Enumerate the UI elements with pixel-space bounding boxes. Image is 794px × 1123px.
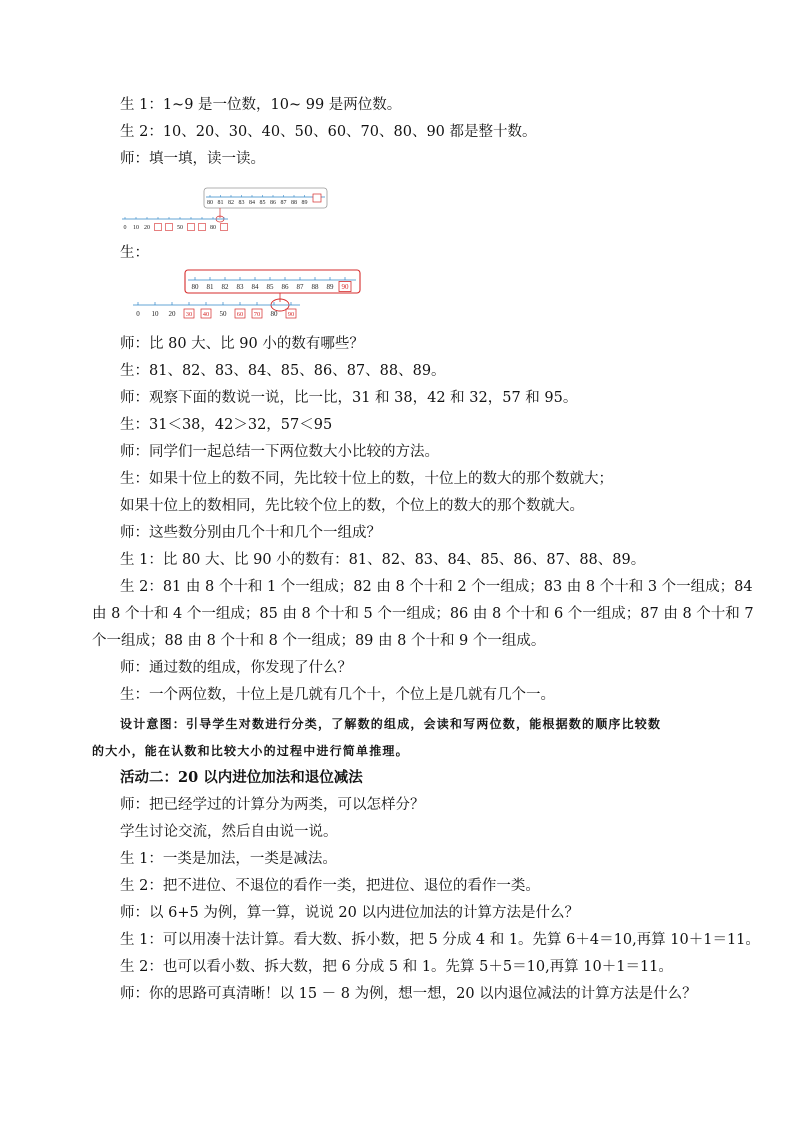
answer-label: 70: [253, 311, 261, 318]
teacher-compare-prompt: 师：观察下面的数说一说，比一比，31 和 38，42 和 32，57 和 95。: [120, 390, 578, 406]
student2-composition-line3: 个一组成；88 由 8 个十和 8 个一组成；89 由 8 个十和 9 个一组成。: [92, 633, 546, 649]
student1-make-ten-method: 生 1：可以用凑十法计算。看大数、拆小数，把 5 分成 4 和 1。先算 6＋4＝10,再算 10＋1＝11。: [120, 932, 760, 948]
answer-box[interactable]: [188, 224, 195, 231]
tick-label: 86: [281, 283, 289, 291]
tick-label: 86: [270, 200, 276, 206]
student1-digit-statement: 生 1：1~9 是一位数，10~ 99 是两位数。: [120, 97, 402, 113]
teacher-discovery-question: 师：通过数的组成，你发现了什么？: [120, 660, 352, 676]
student-answer-label: 生：: [120, 245, 149, 261]
teacher-fill-read-prompt: 师：填一填，读一读。: [120, 151, 265, 167]
teacher-question-between-80-90: 师：比 80 大、比 90 小的数有哪些？: [120, 336, 364, 352]
number-line-answer-figure: [130, 266, 365, 324]
tick-label: 88: [291, 200, 297, 206]
student-discovery-answer: 生：一个两位数，十位上是几就有几个十，个位上是几就有几个一。: [120, 687, 555, 703]
tick-label: 20: [168, 310, 176, 318]
student-compare-answer: 生：31＜38，42＞32，57＜95: [120, 417, 333, 433]
student2-composition-line1: 生 2：81 由 8 个十和 1 个一组成；82 由 8 个十和 2 个一组成；83 由 8 个十和 3 个一组成；84: [120, 579, 753, 595]
teacher-summary-prompt: 师：同学们一起总结一下两位数大小比较的方法。: [120, 444, 439, 460]
student-answer-81-89: 生：81、82、83、84、85、86、87、88、89。: [120, 363, 446, 379]
tick-label: 85: [266, 283, 274, 291]
student2-alternate-method: 生 2：也可以看小数、拆大数，把 6 分成 5 和 1。先算 5＋5＝10,再算 10＋1＝11。: [120, 959, 673, 975]
design-intent-line1: 设计意图：引导学生对数进行分类，了解数的组成，会读和写两位数，能根据数的顺序比较数: [120, 717, 662, 731]
tick-label: 89: [301, 200, 308, 206]
teacher-subtraction-question: 师：你的思路可真清晰！以 15 － 8 为例，想一想，20 以内退位减法的计算方法是什么？: [120, 986, 697, 1002]
tick-label: 10: [133, 225, 139, 231]
tick-label: 50: [177, 225, 183, 231]
tick-label: 81: [206, 283, 214, 291]
tick-label: 84: [249, 200, 255, 206]
tick-label: 82: [221, 283, 229, 291]
answer-box[interactable]: [155, 224, 162, 231]
answer-label: 60: [236, 311, 244, 318]
tick-label: 88: [311, 283, 319, 291]
student-rule-tens: 生：如果十位上的数不同，先比较十位上的数，十位上的数大的那个数就大；: [120, 471, 613, 487]
design-intent-line2: 的大小，能在认数和比较大小的过程中进行简单推理。: [92, 744, 409, 758]
answer-label: 90: [287, 311, 295, 318]
student2-whole-tens-statement: 生 2：10、20、30、40、50、60、70、80、90 都是整十数。: [120, 124, 537, 140]
tick-label: 0: [136, 310, 140, 318]
student1-number-list: 生 1：比 80 大、比 90 小的数有：81、82、83、84、85、86、87、88、89。: [120, 552, 646, 568]
number-line-exercise-figure: [120, 185, 335, 233]
answer-label: 90: [341, 283, 349, 291]
activity-two-heading: 活动二：20 以内进位加法和退位减法: [120, 769, 363, 786]
tick-label: 80: [210, 225, 216, 231]
tick-label: 50: [219, 310, 227, 318]
answer-box-90[interactable]: [313, 194, 321, 202]
students-discuss: 学生讨论交流，然后自由说一说。: [120, 824, 338, 840]
student2-composition-line2: 由 8 个十和 4 个一组成；85 由 8 个十和 5 个一组成；86 由 8 个十和 6 个一组成；87 由 8 个十和 7: [92, 606, 754, 622]
tick-label: 80: [270, 310, 278, 318]
teacher-addition-question: 师：以 6+5 为例，算一算，说说 20 以内进位加法的计算方法是什么？: [120, 905, 579, 921]
tick-label: 82: [228, 200, 234, 206]
tick-label: 83: [238, 200, 245, 206]
tick-label: 85: [259, 200, 266, 206]
student-rule-ones: 如果十位上的数相同，先比较个位上的数，个位上的数大的那个数就大。: [120, 498, 584, 514]
tick-label: 0: [123, 225, 127, 231]
answer-label: 30: [185, 311, 193, 318]
tick-label: 10: [151, 310, 159, 318]
tick-label: 84: [251, 283, 259, 291]
teacher-composition-question: 师：这些数分别由几个十和几个一组成？: [120, 525, 381, 541]
answer-box[interactable]: [199, 224, 206, 231]
tick-label: 87: [296, 283, 304, 291]
tick-label: 80: [207, 200, 213, 206]
tick-label: 89: [326, 283, 334, 291]
student2-carry-borrow: 生 2：把不进位、不退位的看作一类，把进位、退位的看作一类。: [120, 878, 540, 894]
tick-label: 87: [280, 200, 287, 206]
student1-add-subtract: 生 1：一类是加法，一类是减法。: [120, 851, 337, 867]
answer-box[interactable]: [166, 224, 173, 231]
tick-label: 80: [191, 283, 199, 291]
tick-label: 81: [217, 200, 224, 206]
answer-label: 40: [202, 311, 210, 318]
tick-label: 20: [144, 225, 150, 231]
answer-box[interactable]: [221, 224, 228, 231]
teacher-classify-question: 师：把已经学过的计算分为两类，可以怎样分？: [120, 797, 425, 813]
tick-label: 83: [236, 283, 244, 291]
